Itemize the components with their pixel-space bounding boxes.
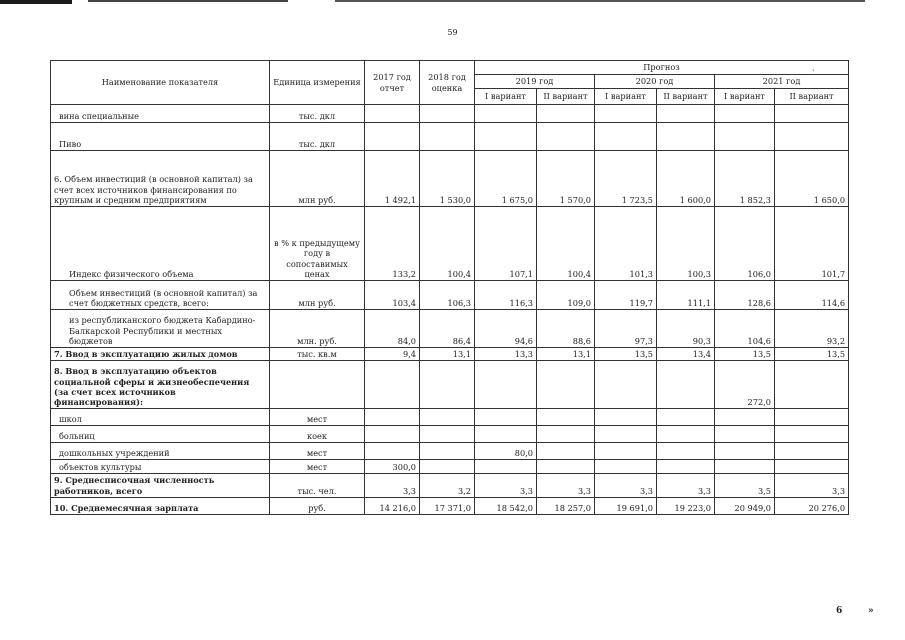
header-name: Наименование показателя (51, 61, 270, 105)
row-value-cell: 119,7 (595, 281, 657, 310)
row-value-cell (775, 409, 849, 426)
header-variant: I вариант (475, 89, 537, 105)
scan-artifact-bar (0, 0, 72, 4)
table-row (51, 281, 849, 310)
row-value-cell (657, 105, 715, 123)
scan-dot: · (812, 66, 815, 75)
row-value-cell (657, 409, 715, 426)
row-unit: тыс. дкл (270, 105, 365, 123)
row-value-cell (537, 361, 595, 409)
row-value-cell (775, 460, 849, 474)
row-value-cell (595, 361, 657, 409)
header-year-2020: 2020 год (595, 75, 715, 89)
row-value-cell: 1 600,0 (657, 151, 715, 207)
row-value-cell: 1 675,0 (475, 151, 537, 207)
row-value-cell: 1 650,0 (775, 151, 849, 207)
row-value-cell: 114,6 (775, 281, 849, 310)
row-value-cell (595, 460, 657, 474)
row-value-cell: 103,4 (365, 281, 420, 310)
row-value-cell: 109,0 (537, 281, 595, 310)
row-value-cell: 80,0 (475, 443, 537, 460)
row-value-cell: 13,5 (715, 348, 775, 361)
row-value-cell: 20 276,0 (775, 497, 849, 514)
row-value-cell (657, 443, 715, 460)
row-value-cell: 20 949,0 (715, 497, 775, 514)
table-row (51, 310, 849, 348)
row-unit: мест (270, 460, 365, 474)
row-value-cell: 3,3 (657, 474, 715, 498)
row-indicator-name: больниц (51, 426, 270, 443)
row-value-cell: 3,2 (420, 474, 475, 498)
row-value-cell (595, 409, 657, 426)
row-value-cell (537, 409, 595, 426)
row-value-cell: 84,0 (365, 310, 420, 348)
row-value-cell (475, 409, 537, 426)
row-value-cell: 3,3 (775, 474, 849, 498)
table-row (51, 443, 849, 460)
row-value-cell (365, 409, 420, 426)
table-row (51, 426, 849, 443)
header-variant: II вариант (657, 89, 715, 105)
row-value-cell (775, 426, 849, 443)
row-value-cell (715, 443, 775, 460)
row-value-cell (537, 426, 595, 443)
row-value-cell (420, 361, 475, 409)
row-value-cell (420, 409, 475, 426)
row-unit: млн руб. (270, 281, 365, 310)
row-indicator-name: из республиканского бюджета Кабардино-Балкарской Республики и местных бюджетов (51, 310, 270, 348)
row-value-cell (715, 426, 775, 443)
row-value-cell: 107,1 (475, 207, 537, 281)
scan-artifact-line (335, 0, 865, 2)
row-value-cell: 13,4 (657, 348, 715, 361)
row-indicator-name: 7. Ввод в эксплуатацию жилых домов (51, 348, 270, 361)
row-value-cell: 1 852,3 (715, 151, 775, 207)
forecast-table (50, 60, 849, 515)
row-value-cell: 128,6 (715, 281, 775, 310)
row-unit: млн руб. (270, 151, 365, 207)
row-value-cell: 19 223,0 (657, 497, 715, 514)
row-value-cell (365, 105, 420, 123)
row-indicator-name: Пиво (51, 123, 270, 151)
row-value-cell (775, 443, 849, 460)
header-year-2021: 2021 год (715, 75, 849, 89)
table-row (51, 460, 849, 474)
row-value-cell: 94,6 (475, 310, 537, 348)
row-value-cell: 100,3 (657, 207, 715, 281)
row-value-cell (420, 105, 475, 123)
row-unit: коек (270, 426, 365, 443)
header-unit: Единица измерения (270, 61, 365, 105)
table-body (51, 105, 849, 515)
row-value-cell: 272,0 (715, 361, 775, 409)
row-value-cell: 100,4 (537, 207, 595, 281)
row-value-cell: 3,3 (475, 474, 537, 498)
row-value-cell (420, 460, 475, 474)
row-value-cell (715, 123, 775, 151)
row-value-cell: 133,2 (365, 207, 420, 281)
row-value-cell: 13,5 (595, 348, 657, 361)
row-value-cell: 17 371,0 (420, 497, 475, 514)
header-variant: II вариант (537, 89, 595, 105)
row-indicator-name: 10. Среднемесячная зарплата (51, 497, 270, 514)
row-value-cell: 93,2 (775, 310, 849, 348)
row-value-cell (420, 426, 475, 443)
row-value-cell: 97,3 (595, 310, 657, 348)
row-value-cell (475, 426, 537, 443)
row-value-cell: 86,4 (420, 310, 475, 348)
row-value-cell (657, 460, 715, 474)
row-value-cell: 1 570,0 (537, 151, 595, 207)
row-value-cell (537, 123, 595, 151)
header-variant: I вариант (595, 89, 657, 105)
row-value-cell (657, 361, 715, 409)
row-value-cell (475, 105, 537, 123)
row-value-cell (365, 361, 420, 409)
row-unit: в % к предыдущему году в сопоставимых ценах (270, 207, 365, 281)
row-value-cell: 3,3 (537, 474, 595, 498)
row-value-cell (365, 426, 420, 443)
row-value-cell (775, 361, 849, 409)
row-value-cell (775, 123, 849, 151)
row-value-cell: 13,1 (537, 348, 595, 361)
row-indicator-name: объектов культуры (51, 460, 270, 474)
row-value-cell: 1 492,1 (365, 151, 420, 207)
table-row (51, 207, 849, 281)
row-value-cell: 18 257,0 (537, 497, 595, 514)
row-value-cell (715, 460, 775, 474)
row-value-cell: 106,3 (420, 281, 475, 310)
row-value-cell: 100,4 (420, 207, 475, 281)
row-value-cell (420, 443, 475, 460)
page-number: 59 (447, 28, 458, 37)
row-unit (270, 361, 365, 409)
row-indicator-name: школ (51, 409, 270, 426)
row-value-cell: 101,7 (775, 207, 849, 281)
row-value-cell: 106,0 (715, 207, 775, 281)
row-value-cell (595, 443, 657, 460)
row-value-cell (715, 409, 775, 426)
row-indicator-name: Объем инвестиций (в основной капитал) за счет бюджетных средств, всего: (51, 281, 270, 310)
row-unit: мест (270, 409, 365, 426)
row-unit: мест (270, 443, 365, 460)
row-value-cell: 3,3 (595, 474, 657, 498)
table-row (51, 409, 849, 426)
header-variant: II вариант (775, 89, 849, 105)
row-value-cell (475, 361, 537, 409)
row-value-cell (537, 443, 595, 460)
row-value-cell: 14 216,0 (365, 497, 420, 514)
table-row (51, 123, 849, 151)
row-unit: тыс. чел. (270, 474, 365, 498)
row-unit: тыс. дкл (270, 123, 365, 151)
row-value-cell: 3,3 (365, 474, 420, 498)
row-value-cell: 1 723,5 (595, 151, 657, 207)
row-indicator-name: 9. Среднесписочная численность работников, всего (51, 474, 270, 498)
header-2017: 2017 год отчет (365, 61, 420, 105)
row-value-cell: 300,0 (365, 460, 420, 474)
row-unit: тыс. кв.м (270, 348, 365, 361)
header-forecast: Прогноз (475, 61, 849, 75)
row-value-cell: 18 542,0 (475, 497, 537, 514)
header-2018: 2018 год оценка (420, 61, 475, 105)
row-indicator-name: вина специальные (51, 105, 270, 123)
header-variant: I вариант (715, 89, 775, 105)
row-value-cell: 13,3 (475, 348, 537, 361)
row-value-cell: 116,3 (475, 281, 537, 310)
row-value-cell (365, 443, 420, 460)
scan-mark: » (868, 606, 874, 616)
row-value-cell (475, 460, 537, 474)
table-row (51, 151, 849, 207)
row-value-cell (715, 105, 775, 123)
row-value-cell: 19 691,0 (595, 497, 657, 514)
table-row (51, 361, 849, 409)
row-value-cell: 111,1 (657, 281, 715, 310)
row-value-cell (657, 426, 715, 443)
row-value-cell (537, 105, 595, 123)
table-row (51, 474, 849, 498)
row-value-cell (365, 123, 420, 151)
row-value-cell: 88,6 (537, 310, 595, 348)
row-value-cell: 13,5 (775, 348, 849, 361)
row-value-cell: 3,5 (715, 474, 775, 498)
row-value-cell (537, 460, 595, 474)
row-value-cell: 1 530,0 (420, 151, 475, 207)
row-indicator-name: дошкольных учреждений (51, 443, 270, 460)
row-value-cell: 13,1 (420, 348, 475, 361)
table-row (51, 497, 849, 514)
table-row (51, 105, 849, 123)
row-value-cell (420, 123, 475, 151)
scan-mark: 6 (836, 606, 843, 616)
row-value-cell (595, 426, 657, 443)
row-value-cell: 90,3 (657, 310, 715, 348)
row-value-cell (657, 123, 715, 151)
row-unit: млн. руб. (270, 310, 365, 348)
row-unit: руб. (270, 497, 365, 514)
row-value-cell: 9,4 (365, 348, 420, 361)
row-value-cell: 104,6 (715, 310, 775, 348)
header-year-2019: 2019 год (475, 75, 595, 89)
row-indicator-name: 6. Объем инвестиций (в основной капитал) за счет всех источников финансирования по крупным и средним предприятиям (51, 151, 270, 207)
row-indicator-name: 8. Ввод в эксплуатацию объектов социальной сферы и жизнеобеспечения (за счет всех источников финансирования): (51, 361, 270, 409)
row-value-cell: 101,3 (595, 207, 657, 281)
row-value-cell (595, 123, 657, 151)
row-value-cell (475, 123, 537, 151)
row-indicator-name: Индекс физического объема (51, 207, 270, 281)
row-value-cell (595, 105, 657, 123)
table-row (51, 348, 849, 361)
row-value-cell (775, 105, 849, 123)
scan-artifact-line (88, 0, 288, 2)
